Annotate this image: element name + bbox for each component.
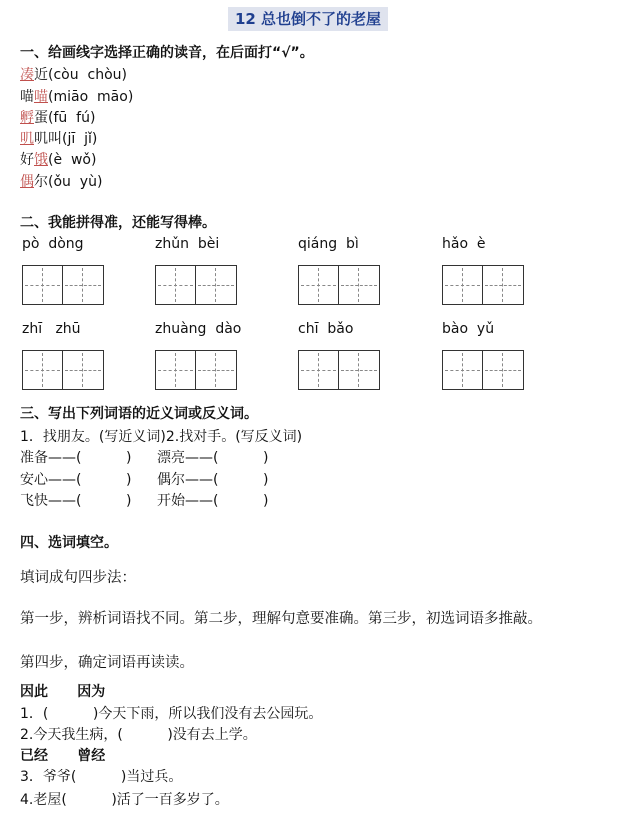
guide-line (215, 353, 216, 387)
synonym-blank: 安心——( ) (20, 472, 132, 488)
pinyin-label: zhǔn bèi (155, 236, 220, 252)
page-title: 12 总也倒不了的老屋 (228, 7, 388, 31)
guide-line (65, 285, 101, 286)
writing-grid[interactable] (442, 350, 524, 390)
underlined-char: 凑 (20, 67, 34, 83)
writing-cell[interactable] (23, 266, 63, 304)
method-steps-line2: 第四步，确定词语再读读。 (20, 655, 194, 671)
pinyin-label: bào yǔ (442, 321, 495, 337)
section4-heading: 四、选词填空。 (20, 535, 118, 551)
item-rest: (miāo māo) (48, 89, 134, 105)
guide-line (42, 268, 43, 302)
pinyin-label: chī bǎo (298, 321, 354, 337)
antonym-blank: 偶尔——( ) (157, 472, 269, 488)
pronunciation-item (20, 128, 97, 148)
question-3: 3．爷爷( )当过兵。 (20, 769, 183, 785)
guide-line (462, 268, 463, 302)
guide-line (175, 353, 176, 387)
antonym-blank: 开始——( ) (157, 493, 269, 509)
section3-heading: 三、写出下列词语的近义词或反义词。 (20, 406, 258, 422)
section1-heading: 一、给画线字选择正确的读音，在后面打“√”。 (20, 45, 314, 61)
writing-cell[interactable] (339, 351, 379, 389)
underlined-char: 叽 (20, 131, 34, 147)
pinyin-label: hǎo è (442, 236, 486, 252)
writing-grid[interactable] (22, 265, 104, 305)
guide-line (502, 353, 503, 387)
pronunciation-item (20, 171, 102, 191)
synonym-blank: 飞快——( ) (20, 493, 132, 509)
guide-line (341, 285, 377, 286)
guide-line (358, 268, 359, 302)
method-title: 填词成句四步法： (20, 570, 136, 586)
writing-grid[interactable] (298, 350, 380, 390)
writing-cell[interactable] (23, 351, 63, 389)
underlined-char: 饿 (34, 152, 48, 168)
underlined-char: 喵 (34, 89, 48, 105)
item-rest: (è wǒ) (48, 152, 97, 168)
pronunciation-item (20, 64, 127, 84)
item-prefix: 喵 (20, 89, 34, 105)
word-choices-2: 已经 曾经 (20, 748, 106, 764)
pronunciation-item (20, 149, 96, 169)
question-4: 4.老屋( )活了一百多岁了。 (20, 792, 229, 808)
writing-cell[interactable] (196, 266, 236, 304)
pronunciation-item (20, 107, 95, 127)
guide-line (318, 268, 319, 302)
writing-cell[interactable] (299, 266, 339, 304)
writing-grid[interactable] (442, 265, 524, 305)
guide-line (215, 268, 216, 302)
guide-line (502, 268, 503, 302)
writing-cell[interactable] (63, 351, 103, 389)
writing-cell[interactable] (156, 351, 196, 389)
question-2: 2.今天我生病，( )没有去上学。 (20, 727, 257, 743)
writing-cell[interactable] (63, 266, 103, 304)
guide-line (318, 353, 319, 387)
method-steps-line1: 第一步，辨析词语找不同。第二步，理解句意要准确。第三步，初选词语多推敲。 (20, 611, 542, 627)
guide-line (341, 370, 377, 371)
guide-line (175, 268, 176, 302)
guide-line (358, 353, 359, 387)
guide-line (485, 285, 521, 286)
writing-cell[interactable] (339, 266, 379, 304)
writing-cell[interactable] (483, 351, 523, 389)
question-1: 1．( )今天下雨，所以我们没有去公园玩。 (20, 706, 323, 722)
item-rest: 叽叫(jī jǐ) (34, 131, 98, 147)
synonym-blank: 准备——( ) (20, 450, 132, 466)
guide-line (42, 353, 43, 387)
writing-grid[interactable] (22, 350, 104, 390)
writing-cell[interactable] (443, 266, 483, 304)
guide-line (82, 268, 83, 302)
writing-cell[interactable] (196, 351, 236, 389)
writing-grid[interactable] (298, 265, 380, 305)
item-prefix: 好 (20, 152, 34, 168)
guide-line (82, 353, 83, 387)
writing-grid[interactable] (155, 350, 237, 390)
writing-cell[interactable] (156, 266, 196, 304)
guide-line (485, 370, 521, 371)
guide-line (65, 370, 101, 371)
pinyin-label: pò dòng (22, 236, 84, 252)
pinyin-label: zhuàng dào (155, 321, 242, 337)
guide-line (198, 285, 234, 286)
word-choices-1: 因此 因为 (20, 684, 106, 700)
guide-line (198, 370, 234, 371)
writing-grid[interactable] (155, 265, 237, 305)
guide-line (462, 353, 463, 387)
item-rest: 尔(ǒu yù) (34, 174, 103, 190)
writing-cell[interactable] (443, 351, 483, 389)
pronunciation-item (20, 86, 133, 106)
writing-cell[interactable] (483, 266, 523, 304)
item-rest: 近(còu chòu) (34, 67, 127, 83)
item-rest: 蛋(fū fú) (34, 110, 96, 126)
pinyin-label: zhī zhū (22, 321, 81, 337)
writing-cell[interactable] (299, 351, 339, 389)
pinyin-label: qiáng bì (298, 236, 359, 252)
underlined-char: 孵 (20, 110, 34, 126)
underlined-char: 偶 (20, 174, 34, 190)
section2-heading: 二、我能拼得准，还能写得棒。 (20, 215, 216, 231)
antonym-blank: 漂亮——( ) (157, 450, 269, 466)
section3-instruction: 1．找朋友。(写近义词)2.找对手。(写反义词) (20, 429, 303, 445)
